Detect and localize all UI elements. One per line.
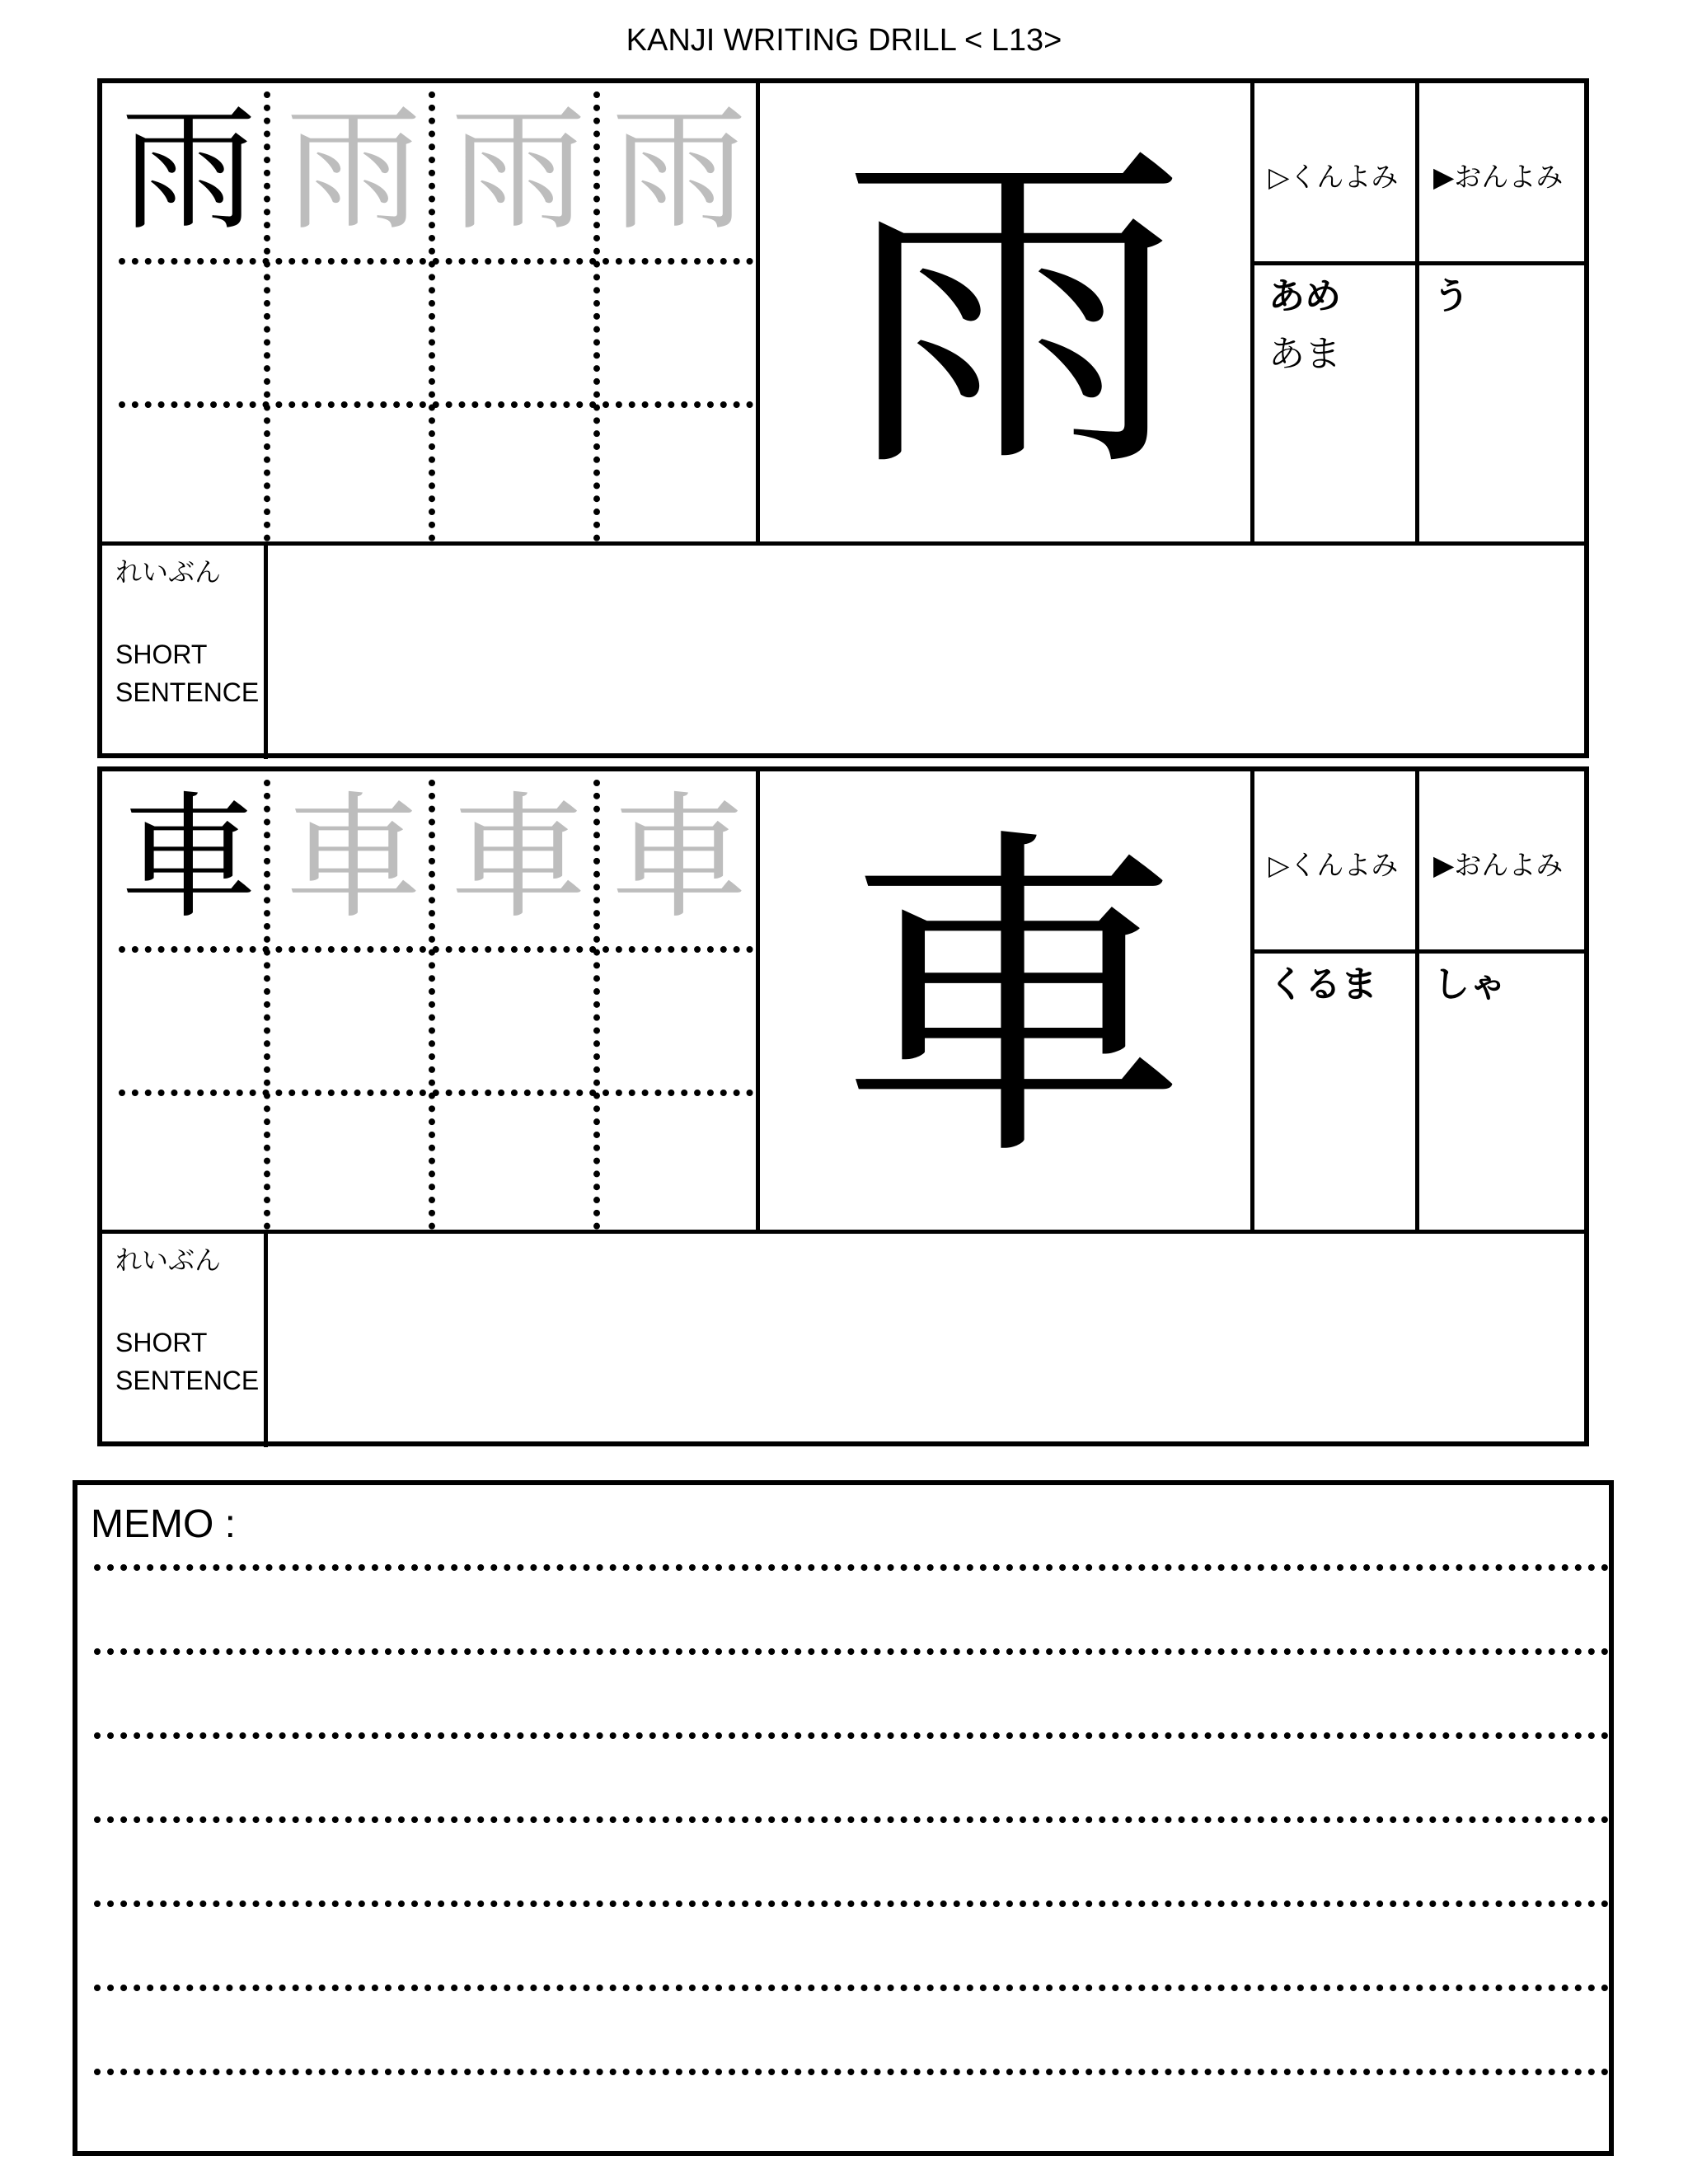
memo-line [94, 1732, 1609, 1739]
example-label-en: SHORT [115, 1328, 208, 1357]
kanji-large: 雨 [841, 112, 1187, 515]
kun-reading: くるま [1268, 963, 1377, 1005]
practice-kanji-trace: 雨 [611, 91, 748, 249]
kun-reading-header: ▷くんよみ [1268, 849, 1399, 881]
practice-kanji-model: 車 [120, 779, 257, 937]
practice-kanji-model: 雨 [120, 91, 257, 249]
practice-kanji-trace: 雨 [285, 91, 422, 249]
on-reading: しゃ [1433, 963, 1506, 1005]
practice-kanji-trace: 車 [611, 779, 748, 937]
example-label-en: SHORT [115, 640, 208, 669]
memo-line [94, 1816, 1609, 1823]
memo-line [94, 1985, 1609, 1991]
example-sentence-area[interactable] [268, 1234, 1586, 1443]
memo-line [94, 1564, 1609, 1571]
practice-kanji-trace: 車 [285, 779, 422, 937]
kun-reading-header: ▷くんよみ [1268, 161, 1399, 193]
on-reading-header: ▶おんよみ [1433, 849, 1564, 881]
kanji-large: 車 [841, 800, 1187, 1203]
kanji-entry-2 [97, 766, 1589, 1446]
example-label-jp: れいぶん [115, 1245, 222, 1275]
practice-kanji-trace: 雨 [450, 91, 587, 249]
memo-line [94, 2069, 1609, 2075]
example-label-en: SENTENCE [115, 1366, 260, 1395]
example-label-jp: れいぶん [115, 557, 222, 587]
page-title: KANJI WRITING DRILL < L13> [626, 23, 1062, 58]
practice-kanji-trace: 車 [450, 779, 587, 937]
on-reading: う [1433, 275, 1470, 317]
memo-box[interactable] [73, 1480, 1614, 2156]
memo-label: MEMO : [91, 1502, 236, 1546]
memo-line [94, 1900, 1609, 1907]
kanji-entry-1 [97, 78, 1589, 758]
kun-reading: あめ [1268, 275, 1341, 317]
kun-reading: あま [1268, 333, 1341, 375]
example-label-en: SENTENCE [115, 677, 260, 707]
example-sentence-area[interactable] [268, 546, 1586, 755]
memo-line [94, 1648, 1609, 1655]
on-reading-header: ▶おんよみ [1433, 161, 1564, 193]
